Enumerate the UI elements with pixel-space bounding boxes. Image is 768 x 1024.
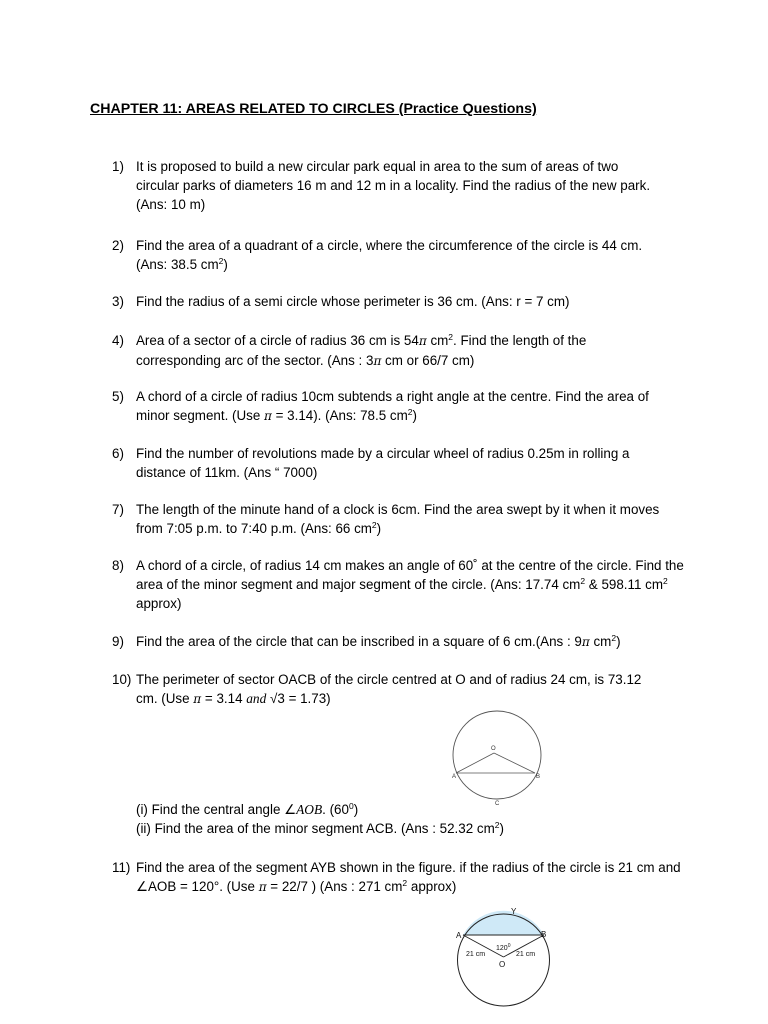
question-text: The perimeter of sector OACB of the circle centred at O and of radius 24 cm, is 73.12 cm. (Use π = 3.14 and √3 = 1.73) — [136, 672, 642, 706]
question-text: It is proposed to build a new circular park equal in area to the sum of areas of two circular parks of diameters 16 m and 12 m in a locality. Find the radius of the new park.(Ans: 10 m) — [136, 159, 651, 212]
question-10-part-ii: (ii) Find the area of the minor segment ACB. (Ans : 52.32 $cm^2$) — [136, 820, 504, 836]
question-number: 8) — [112, 558, 124, 573]
question-5 — [112, 387, 692, 426]
question-9 — [112, 632, 692, 652]
label-y: Y — [511, 907, 517, 916]
question-number: 6) — [112, 446, 124, 461]
question-number: 9) — [112, 634, 124, 649]
label-c: C — [495, 801, 500, 807]
label-a: A — [456, 931, 462, 940]
question-8 — [112, 556, 692, 613]
question-6 — [112, 444, 692, 482]
question-text: Find the area of the segment AYB shown in the figure. if the radius of the circle is 21 cm and ∠AOB = 120°. (Use π = 22/7 ) (Ans : 271 $cm^2$ approx) — [136, 860, 681, 894]
question-text: A chord of a circle of radius 10cm subtends a right angle at the centre. Find the area of minor segment. (Use π = 3.14). (Ans: 78.5 $cm^2$) — [136, 389, 649, 423]
question-number: 4) — [112, 333, 124, 348]
question-number: 7) — [112, 502, 124, 517]
question-1 — [112, 157, 692, 214]
label-o: O — [499, 960, 506, 969]
label-angle: $120^0$ — [496, 943, 511, 952]
question-10-part-i: (i) Find the central angle ∠AOB. $(60^0)$ — [136, 801, 359, 817]
question-3 — [112, 292, 692, 311]
question-number: 3) — [112, 294, 124, 309]
question-number: 5) — [112, 389, 124, 404]
question-number: 10) — [112, 672, 132, 687]
label-b: B — [536, 774, 541, 780]
question-text: Area of a sector of a circle of radius 36 cm is 54π $cm^2$. Find the length of the corresponding arc of the sector. (Ans : 3π cm or 66/7 cm) — [136, 332, 587, 368]
question-text: Find the number of revolutions made by a circular wheel of radius 0.25m in rolling a distance of 11km. (Ans “ 7000) — [136, 446, 630, 480]
question-text: Find the area of the circle that can be inscribed in a square of 6 cm.(Ans : 9π $cm^2$) — [136, 633, 621, 649]
question-10 — [112, 670, 692, 709]
question-2 — [112, 236, 692, 274]
label-a: A — [452, 774, 457, 780]
question-text: The length of the minute hand of a clock is 6cm. Find the area swept by it when it moves from 7:05 p.m. to 7:40 p.m. (Ans: 66 $cm^2$) — [136, 502, 660, 536]
question-text: Find the radius of a semi circle whose perimeter is 36 cm. (Ans: r = 7 cm) — [136, 294, 570, 309]
label-right-radius: 21 cm — [516, 951, 536, 958]
question-text: Find the area of a quadrant of a circle, where the circumference of the circle is 44 cm.(Ans: 38.5 $cm^2$) — [136, 238, 643, 272]
segment-ayb-figure — [452, 905, 556, 1009]
question-number: 11) — [112, 860, 131, 875]
question-4 — [112, 331, 692, 371]
label-left-radius: 21 cm — [466, 951, 486, 958]
question-7 — [112, 500, 692, 538]
sector-oacb-figure — [445, 708, 549, 808]
page-title: CHAPTER 11: AREAS RELATED TO CIRCLES (Practice Questions) — [90, 101, 537, 117]
label-b: B — [541, 930, 547, 939]
question-number: 2) — [112, 238, 124, 253]
question-number: 1) — [112, 159, 124, 174]
question-text: A chord of a circle, of radius 14 cm makes an angle of 60˚ at the centre of the circle. Find the area of the minor segment and major segment of the circle. (Ans: 17.74 $cm^2$ & 598.11 $cm^2$ approx) — [136, 558, 684, 611]
question-11 — [112, 858, 692, 897]
label-o: O — [491, 746, 496, 752]
